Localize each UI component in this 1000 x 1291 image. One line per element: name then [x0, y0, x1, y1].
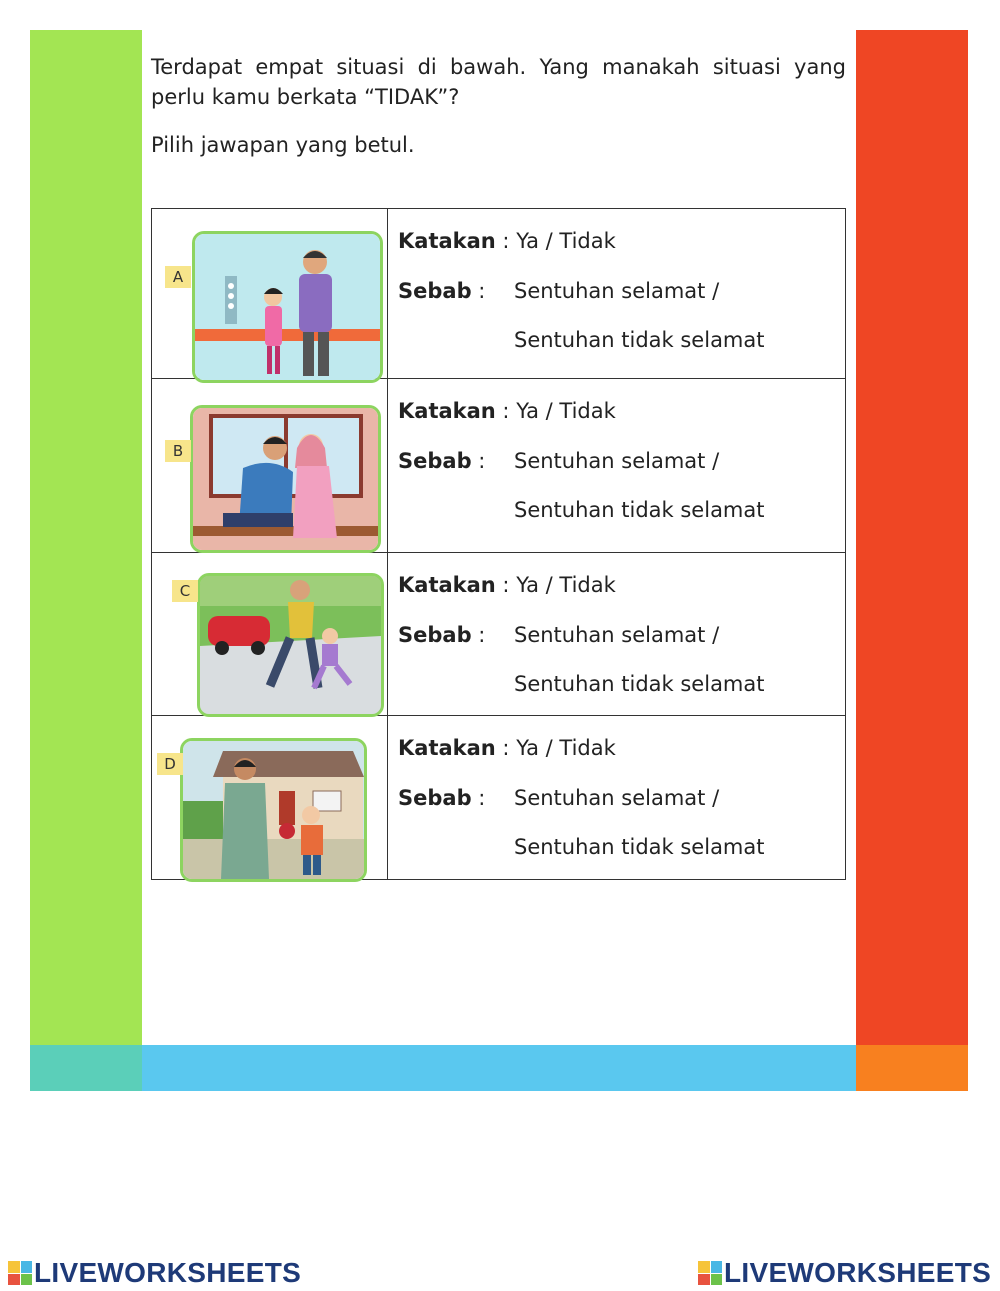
katakan-line [398, 553, 845, 603]
separator: : [495, 229, 517, 253]
sentuhan-tidak-selamat-choice[interactable]: Sentuhan tidak selamat [514, 328, 765, 352]
sentuhan-tidak-selamat-choice[interactable]: Sentuhan tidak selamat [514, 498, 765, 522]
sentuhan-tidak-selamat-choice[interactable]: Sentuhan tidak selamat [514, 672, 765, 696]
separator: : [471, 785, 486, 810]
sebab-line-2 [398, 478, 845, 528]
separator: : [495, 399, 517, 423]
sebab-label: Sebab [398, 785, 472, 810]
sentuhan-selamat-choice[interactable]: Sentuhan selamat / [514, 622, 720, 647]
sebab-line-2 [398, 815, 845, 865]
katakan-label: Katakan [398, 399, 496, 423]
separator: : [495, 573, 517, 597]
sebab-label: Sebab [398, 448, 472, 473]
scene-c-illustration [197, 573, 384, 717]
katakan-line [398, 379, 845, 429]
situation-image-cell [152, 379, 388, 553]
scene-d-illustration [180, 738, 367, 882]
answer-cell [388, 716, 846, 880]
sebab-line-2 [398, 308, 845, 358]
left-green-bar [30, 30, 142, 1045]
situation-letter: B [165, 440, 191, 462]
separator: : [495, 736, 517, 760]
situation-image-cell [152, 553, 388, 716]
sebab-line [398, 259, 845, 309]
separator: : [471, 278, 486, 303]
katakan-line [398, 209, 845, 259]
ya-tidak-choice[interactable]: Ya / Tidak [516, 229, 616, 253]
liveworksheets-mark-icon [8, 1261, 32, 1285]
situation-letter: A [165, 266, 191, 288]
sebab-line [398, 766, 845, 816]
situation-row [152, 209, 846, 379]
sebab-line [398, 603, 845, 653]
katakan-label: Katakan [398, 229, 496, 253]
sentuhan-selamat-choice[interactable]: Sentuhan selamat / [514, 448, 720, 473]
situation-row [152, 553, 846, 716]
sebab-label: Sebab [398, 622, 472, 647]
bottom-blue-bar [142, 1045, 856, 1091]
ya-tidak-choice[interactable]: Ya / Tidak [516, 573, 616, 597]
situation-image-cell [152, 209, 388, 379]
right-red-bar [856, 30, 968, 1045]
situation-table [151, 208, 846, 880]
scene-a-illustration [192, 231, 383, 383]
sentuhan-selamat-choice[interactable]: Sentuhan selamat / [514, 785, 720, 810]
ya-tidak-choice[interactable]: Ya / Tidak [516, 399, 616, 423]
situation-letter: C [172, 580, 198, 602]
situation-row [152, 716, 846, 880]
katakan-line [398, 716, 845, 766]
liveworksheets-logo-left[interactable] [8, 1258, 301, 1288]
brand-name: LIVEWORKSHEETS [724, 1257, 992, 1288]
katakan-label: Katakan [398, 573, 496, 597]
situation-row [152, 379, 846, 553]
scene-b-illustration [190, 405, 381, 553]
katakan-label: Katakan [398, 736, 496, 760]
liveworksheets-logo-right[interactable] [698, 1258, 991, 1288]
bottom-left-corner [30, 1045, 142, 1091]
ya-tidak-choice[interactable]: Ya / Tidak [516, 736, 616, 760]
separator: : [471, 448, 486, 473]
sentuhan-selamat-choice[interactable]: Sentuhan selamat / [514, 278, 720, 303]
sebab-line-2 [398, 652, 845, 702]
instruction-text: Pilih jawapan yang betul. [151, 133, 415, 157]
answer-cell [388, 209, 846, 379]
sentuhan-tidak-selamat-choice[interactable]: Sentuhan tidak selamat [514, 835, 765, 859]
situation-image-cell [152, 716, 388, 880]
bottom-right-corner [856, 1045, 968, 1091]
answer-cell [388, 379, 846, 553]
separator: : [471, 622, 486, 647]
situation-letter: D [157, 753, 183, 775]
sebab-label: Sebab [398, 278, 472, 303]
liveworksheets-mark-icon [698, 1261, 722, 1285]
answer-cell [388, 553, 846, 716]
question-text: Terdapat empat situasi di bawah. Yang manakah situasi yang perlu kamu berkata “TIDAK”? [151, 55, 846, 109]
brand-name: LIVEWORKSHEETS [34, 1257, 302, 1288]
sebab-line [398, 429, 845, 479]
